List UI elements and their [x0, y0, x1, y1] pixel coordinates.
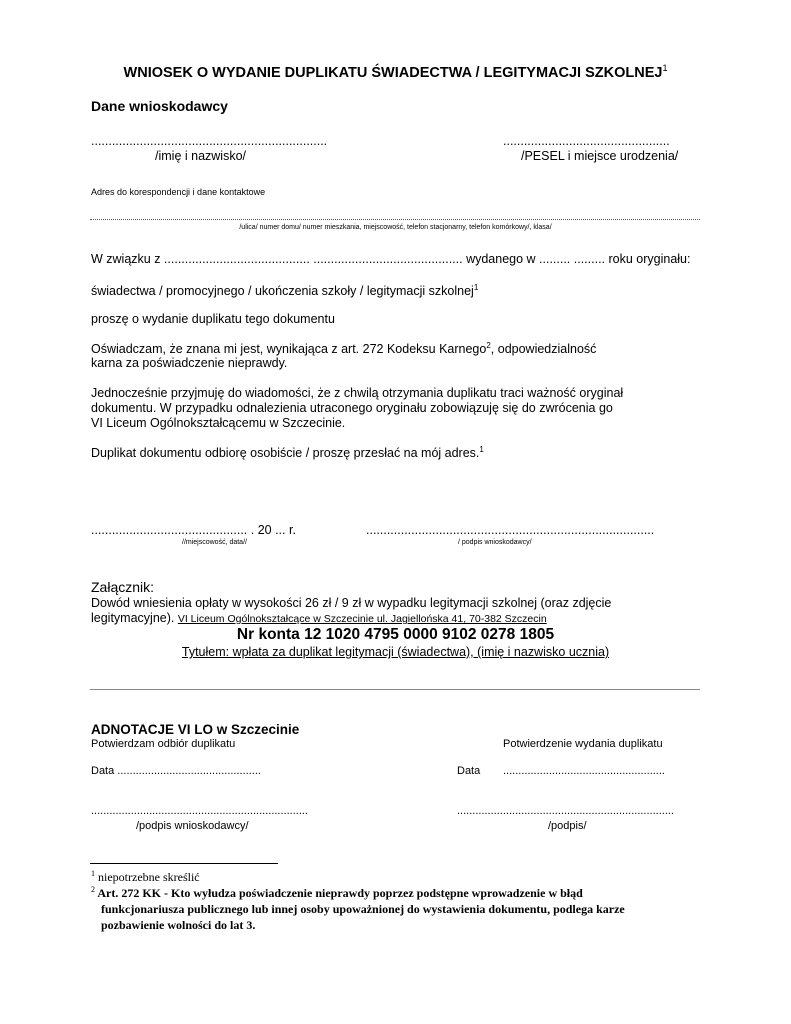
footnote-2-line-2: funkcjonariusza publicznego lub innej osoby upoważnionej do wystawienia dokumentu, podlega karze	[101, 902, 625, 916]
school-address: VI Liceum Ogólnokształcące w Szczecinie ul. Jagiellońska 41, 70-382 Szczecin	[177, 613, 547, 625]
section-divider	[90, 689, 700, 690]
title-footnote-ref: 1	[662, 63, 668, 73]
pickup-line	[91, 445, 484, 460]
footnote-2-line-1	[91, 885, 583, 901]
notes-right-sign-label: /podpis/	[548, 820, 587, 832]
declaration-line-2: karna za poświadczenie nieprawdy.	[91, 356, 288, 370]
place-date-label: //miejscowość, data//	[182, 539, 247, 546]
body-line-1: W związku z .......................................... ........................................... wydanego w ......... ......... roku oryginału:	[91, 252, 691, 266]
footnote-1-number: 1	[91, 869, 95, 878]
body-line-2-text: świadectwa / promocyjnego / ukończenia szkoły / legitymacji szkolnej	[91, 284, 474, 299]
attachment-heading: Załącznik:	[91, 579, 155, 595]
pickup-text: Duplikat dokumentu odbiorę osobiście / proszę przesłać na mój adres.	[91, 446, 480, 461]
notes-right-sign-dots[interactable]: .......................................................................	[457, 805, 674, 817]
notes-left-label: Potwierdzam odbiór duplikatu	[91, 738, 236, 750]
notes-heading: ADNOTACJE VI LO w Szczecinie	[91, 722, 300, 737]
declaration-text-b: , odpowiedzialność	[490, 342, 597, 357]
bank-account-number: Nr konta 12 1020 4795 0000 9102 0278 1805	[236, 626, 555, 643]
attachment-line-1: Dowód wniesienia opłaty w wysokości 26 zł / 9 zł w wypadku legitymacji szkolnej (oraz zdjęcie	[91, 596, 612, 610]
applicant-signature-dots[interactable]: ...................................................................................	[366, 523, 655, 537]
document-title	[0, 63, 791, 81]
address-label: /ulica/ numer domu/ numer mieszkania, miejscowość, telefon stacjonarny, telefon komórkowy/, klasa/	[239, 224, 552, 231]
notes-left-sign-dots[interactable]: .......................................................................	[91, 805, 308, 817]
notes-right-label: Potwierdzenie wydania duplikatu	[503, 738, 663, 750]
declaration-ref: 2	[486, 341, 491, 350]
pesel-label: /PESEL i miejsce urodzenia/	[521, 149, 679, 163]
footnote-2-text-1: Art. 272 KK - Kto wyłudza poświadczenie nieprawdy poprzez podstępne wprowadzenie w błąd	[95, 886, 583, 900]
name-dots[interactable]: ....................................................................	[91, 134, 328, 148]
footnote-2-line-3: pozbawienie wolności do lat 3.	[101, 918, 256, 932]
body-line-3: proszę o wydanie duplikatu tego dokumentu	[91, 312, 335, 326]
notes-right-date-label: Data	[457, 765, 481, 777]
place-date-dots[interactable]: ............................................. . 20 ... r.	[91, 523, 296, 537]
applicant-signature-label: / podpis wnioskodawcy/	[458, 539, 532, 546]
declaration-line-1	[91, 341, 596, 356]
footnote-1-text: niepotrzebne skreślić	[95, 870, 200, 884]
declaration-text-a: Oświadczam, że znana mi jest, wynikająca z art. 272 Kodeksu Karnego	[91, 342, 487, 357]
notes-left-sign-label: /podpis wnioskodawcy/	[136, 820, 249, 832]
body-line-2-ref: 1	[473, 283, 479, 292]
title-text: WNIOSEK O WYDANIE DUPLIKATU ŚWIADECTWA / LEGITYMACJI SZKOLNEJ	[123, 64, 663, 81]
pesel-dots[interactable]: ................................................	[503, 134, 670, 148]
applicant-heading: Dane wnioskodawcy	[91, 98, 228, 114]
acknowledge-line-1: Jednocześnie przyjmuję do wiadomości, że z chwilą otrzymania duplikatu traci ważność oryginał	[91, 386, 624, 400]
footnote-2-number: 2	[91, 885, 95, 894]
notes-right-date-dots[interactable]: .....................................................	[503, 765, 665, 777]
notes-left-date[interactable]: Data ...............................................	[91, 765, 261, 777]
footnote-1	[91, 869, 200, 885]
body-line-2	[91, 283, 478, 298]
acknowledge-line-3: VI Liceum Ogólnokształcącemu w Szczecinie.	[91, 416, 346, 430]
address-heading: Adres do korespondencji i dane kontaktowe	[91, 187, 266, 197]
footnote-divider	[90, 863, 278, 864]
pickup-ref: 1	[479, 445, 484, 454]
attachment-line-2a: legitymacyjne).	[91, 611, 178, 625]
attachment-line-2	[91, 611, 547, 625]
acknowledge-line-2: dokumentu. W przypadku odnalezienia utraconego oryginału zobowiązuję się do zwrócenia go	[91, 401, 613, 415]
transfer-title: Tytułem: wpłata za duplikat legitymacji (świadectwa), (imię i nazwisko ucznia)	[181, 645, 610, 659]
name-label: /imię i nazwisko/	[155, 149, 246, 163]
address-dotted-line[interactable]	[90, 219, 700, 220]
